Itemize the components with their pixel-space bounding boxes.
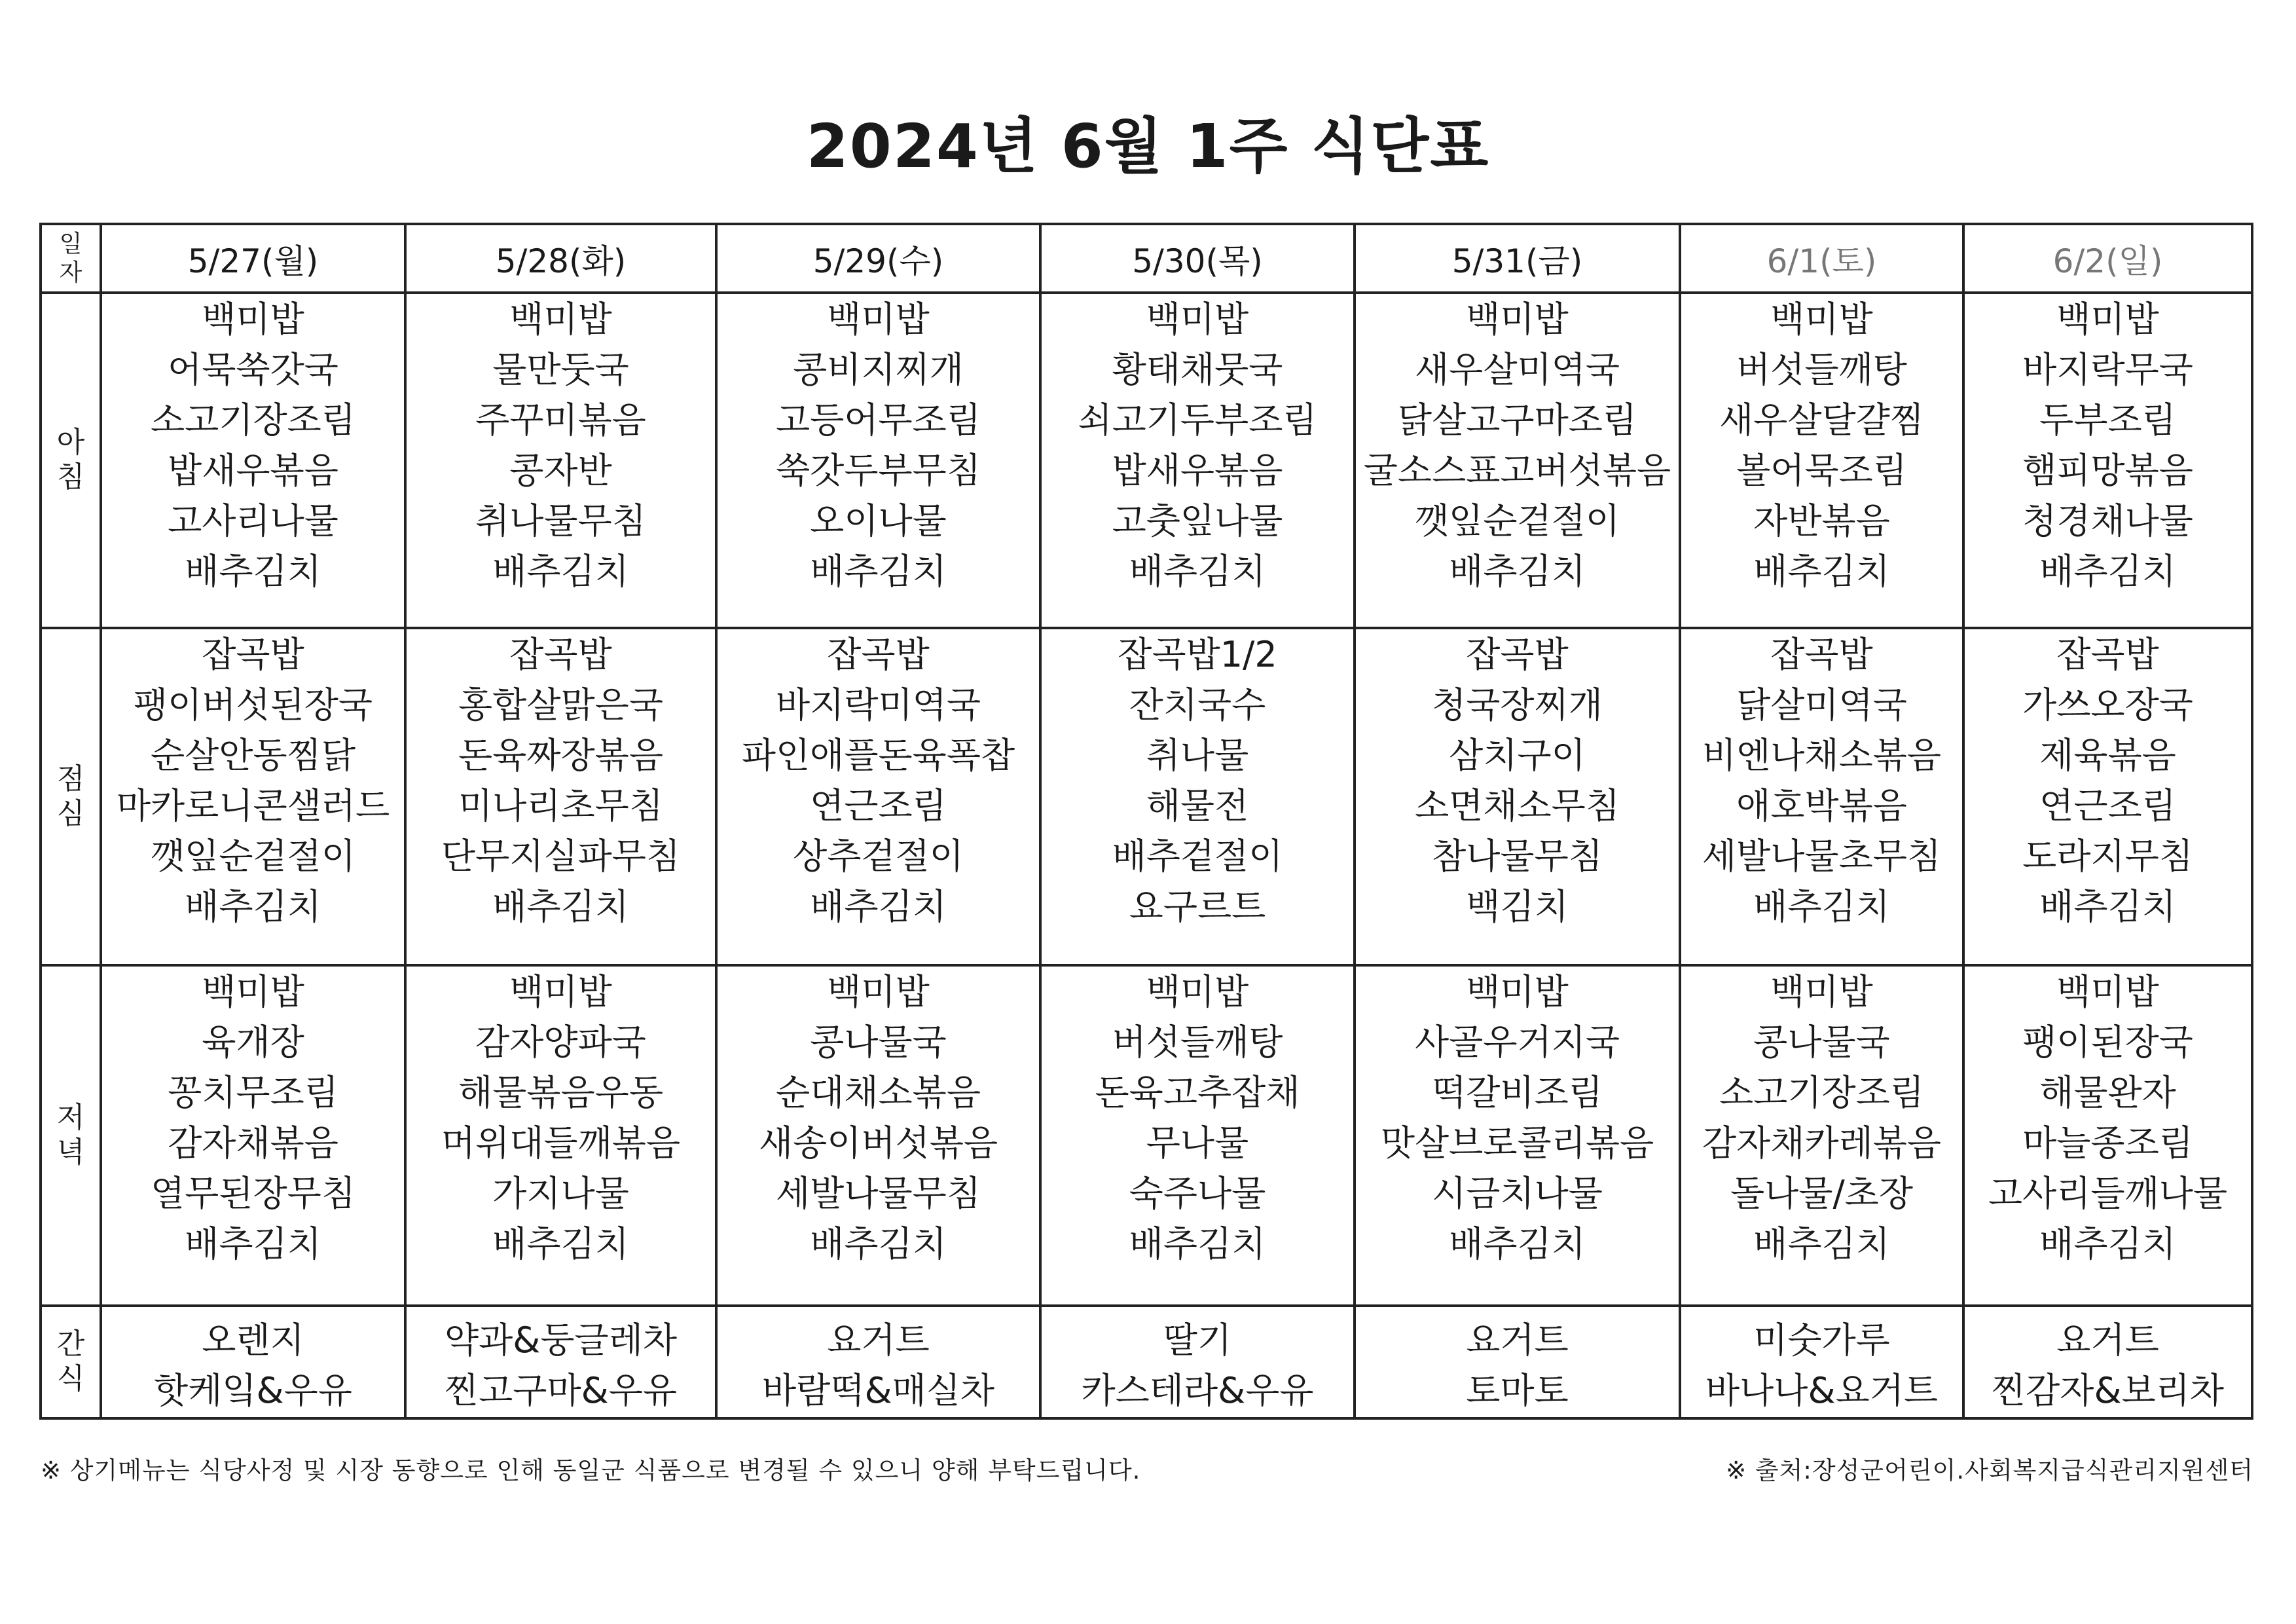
- menu-item: 백미밥: [1466, 299, 1569, 340]
- dinner-cell: [1355, 965, 1680, 1306]
- menu-item: 비엔나채소볶음: [1702, 735, 1942, 776]
- menu-item: 어묵쑥갓국: [168, 349, 338, 390]
- menu-item: 깻잎순겉절이: [151, 836, 355, 877]
- menu-item: 잔치국수: [1129, 684, 1266, 726]
- menu-item: 두부조림: [2039, 399, 2176, 441]
- menu-item: 오렌지: [202, 1320, 304, 1361]
- menu-item: 잡곡밥: [1466, 634, 1569, 675]
- lunch-cell: [101, 628, 405, 965]
- menu-item: 콩나물국: [810, 1022, 947, 1063]
- menu-item: 백미밥: [509, 299, 612, 340]
- date-header-row: [41, 224, 2252, 293]
- menu-item: 연근조림: [810, 785, 947, 826]
- menu-item: 감자채볶음: [168, 1122, 338, 1164]
- dinner-cell: [1680, 965, 1963, 1306]
- dinner-row: [41, 965, 2252, 1306]
- menu-item: 주꾸미볶음: [475, 399, 646, 441]
- menu-item: 요거트: [1466, 1320, 1569, 1361]
- menu-item: 쇠고기두부조림: [1078, 399, 1317, 441]
- menu-item: 삼치구이: [1449, 735, 1586, 776]
- menu-item: 숙주나물: [1129, 1173, 1266, 1214]
- menu-item: 배추김치: [185, 551, 321, 592]
- snack-cell: [716, 1306, 1040, 1418]
- menu-item: 팽이버섯된장국: [133, 684, 373, 726]
- day-header: 5/27(월): [101, 224, 405, 293]
- menu-item: 깻잎순겉절이: [1415, 500, 1620, 542]
- lunch-row: [41, 628, 2252, 965]
- menu-item: 단무지실파무침: [441, 836, 681, 877]
- day-header: 6/1(토): [1680, 224, 1963, 293]
- menu-item: 바지락무국: [2022, 349, 2193, 390]
- menu-item: 바나나&요거트: [1705, 1370, 1939, 1411]
- menu-item: 육개장: [202, 1022, 304, 1063]
- menu-item: 잡곡밥: [2056, 634, 2159, 675]
- menu-item: 배추김치: [492, 551, 629, 592]
- menu-item: 밥새우볶음: [168, 450, 338, 491]
- snack-cell: [1040, 1306, 1355, 1418]
- menu-item: 배추김치: [810, 886, 947, 927]
- menu-item: 애호박볶음: [1736, 785, 1907, 826]
- menu-item: 배추김치: [492, 886, 629, 927]
- breakfast-cell: [716, 293, 1040, 628]
- breakfast-cell: [1355, 293, 1680, 628]
- lunch-cell: [405, 628, 716, 965]
- page-title: 2024년 6월 1주 식단표: [806, 111, 1490, 181]
- menu-item: 소고기장조림: [1719, 1072, 1924, 1113]
- menu-item: 열무된장무침: [151, 1173, 355, 1214]
- menu-item: 상추겉절이: [793, 836, 964, 877]
- menu-item: 자반볶음: [1753, 500, 1890, 542]
- menu-item: 미나리초무침: [458, 785, 663, 826]
- menu-item: 돈육고추잡채: [1095, 1072, 1300, 1113]
- menu-item: 햄피망볶음: [2022, 450, 2193, 491]
- menu-item: 백미밥: [1770, 299, 1873, 340]
- menu-item: 배추김치: [1129, 551, 1266, 592]
- menu-item: 버섯들깨탕: [1736, 349, 1907, 390]
- menu-item: 순살안동찜닭: [151, 735, 355, 776]
- breakfast-cell: [1680, 293, 1963, 628]
- menu-item: 배추김치: [1753, 886, 1890, 927]
- lunch-cell: [1963, 628, 2252, 965]
- menu-item: 순대채소볶음: [776, 1072, 981, 1113]
- menu-item: 배추김치: [185, 1223, 321, 1264]
- menu-item: 무나물: [1146, 1122, 1249, 1164]
- menu-item: 연근조림: [2039, 785, 2176, 826]
- menu-item: 시금치나물: [1432, 1173, 1603, 1214]
- breakfast-cell: [405, 293, 716, 628]
- lunch-cell: [1680, 628, 1963, 965]
- menu-item: 소고기장조림: [151, 399, 355, 441]
- menu-item: 꽁치무조림: [168, 1072, 338, 1113]
- menu-item: 닭살고구마조림: [1397, 399, 1637, 441]
- menu-item: 잡곡밥: [1770, 634, 1873, 675]
- menu-item: 오이나물: [810, 500, 947, 542]
- snack-row: [41, 1306, 2252, 1418]
- menu-item: 콩자반: [509, 450, 612, 491]
- snack-cell: [1963, 1306, 2252, 1418]
- menu-item: 백미밥: [827, 971, 930, 1012]
- menu-item: 마카로니콘샐러드: [116, 785, 390, 826]
- snack-cell: [1680, 1306, 1963, 1418]
- menu-item: 가쓰오장국: [2022, 684, 2193, 726]
- menu-item: 백미밥: [1146, 971, 1249, 1012]
- menu-item: 파인애플돈육폭찹: [741, 735, 1015, 776]
- menu-item: 청경채나물: [2022, 500, 2193, 542]
- menu-item: 잡곡밥: [827, 634, 930, 675]
- menu-item: 백김치: [1466, 886, 1569, 927]
- menu-item: 배추김치: [1449, 551, 1586, 592]
- menu-item: 도라지무침: [2022, 836, 2193, 877]
- menu-item: 고사리나물: [168, 500, 338, 542]
- menu-item: 취나물: [1146, 735, 1249, 776]
- menu-item: 배추김치: [810, 1223, 947, 1264]
- menu-item: 찐고구마&우유: [444, 1370, 678, 1411]
- menu-item: 백미밥: [827, 299, 930, 340]
- menu-item: 해물완자: [2039, 1072, 2176, 1113]
- menu-item: 백미밥: [1146, 299, 1249, 340]
- menu-item: 백미밥: [1770, 971, 1873, 1012]
- menu-item: 요거트: [2056, 1320, 2159, 1361]
- menu-item: 돈육짜장볶음: [458, 735, 663, 776]
- menu-item: 핫케잌&우유: [154, 1370, 352, 1411]
- day-header: 5/31(금): [1355, 224, 1680, 293]
- menu-item: 백미밥: [2056, 299, 2159, 340]
- meal-plan-table: [39, 223, 2253, 1420]
- snack-cell: [405, 1306, 716, 1418]
- menu-item: 토마토: [1466, 1370, 1569, 1411]
- menu-item: 요거트: [827, 1320, 930, 1361]
- snack-cell: [101, 1306, 405, 1418]
- menu-item: 돌나물/초장: [1730, 1173, 1913, 1214]
- breakfast-label: 아 침: [41, 293, 101, 628]
- menu-item: 해물전: [1146, 785, 1249, 826]
- menu-item: 약과&둥글레차: [444, 1320, 678, 1361]
- menu-item: 배추김치: [185, 886, 321, 927]
- menu-item: 머위대들깨볶음: [441, 1122, 681, 1164]
- dinner-cell: [405, 965, 716, 1306]
- change-notice: ※ 상기메뉴는 식당사정 및 시장 동향으로 인해 동일군 식품으로 변경될 수 있으니 양해 부탁드립니다.: [41, 1456, 1141, 1485]
- menu-item: 요구르트: [1129, 886, 1266, 927]
- menu-item: 고춧잎나물: [1112, 500, 1283, 542]
- menu-item: 가지나물: [492, 1173, 629, 1214]
- menu-item: 고등어무조림: [776, 399, 981, 441]
- menu-item: 굴소스표고버섯볶음: [1363, 450, 1671, 491]
- menu-item: 백미밥: [202, 299, 304, 340]
- menu-item: 밥새우볶음: [1112, 450, 1283, 491]
- menu-item: 참나물무침: [1432, 836, 1603, 877]
- menu-item: 떡갈비조림: [1432, 1072, 1603, 1113]
- dinner-cell: [716, 965, 1040, 1306]
- menu-item: 버섯들깨탕: [1112, 1022, 1283, 1063]
- dinner-cell: [101, 965, 405, 1306]
- menu-item: 미숫가루: [1753, 1320, 1890, 1361]
- breakfast-cell: [1040, 293, 1355, 628]
- menu-item: 감자양파국: [475, 1022, 646, 1063]
- menu-item: 사골우거지국: [1415, 1022, 1620, 1063]
- menu-item: 딸기: [1163, 1320, 1232, 1361]
- menu-item: 세발나물초무침: [1702, 836, 1942, 877]
- menu-item: 새송이버섯볶음: [758, 1122, 998, 1164]
- menu-item: 바지락미역국: [776, 684, 981, 726]
- menu-item: 마늘종조림: [2022, 1122, 2193, 1164]
- lunch-cell: [716, 628, 1040, 965]
- menu-item: 세발나물무침: [776, 1173, 981, 1214]
- menu-item: 콩나물국: [1753, 1022, 1890, 1063]
- menu-item: 잡곡밥: [509, 634, 612, 675]
- dinner-cell: [1963, 965, 2252, 1306]
- dinner-label: 저 녁: [41, 965, 101, 1306]
- menu-item: 해물볶음우동: [458, 1072, 663, 1113]
- menu-item: 팽이된장국: [2022, 1022, 2193, 1063]
- menu-item: 새우살달걀찜: [1719, 399, 1924, 441]
- menu-item: 쑥갓두부무침: [776, 450, 981, 491]
- menu-item: 청국장찌개: [1432, 684, 1603, 726]
- menu-item: 닭살미역국: [1736, 684, 1907, 726]
- menu-item: 맛살브로콜리볶음: [1380, 1122, 1654, 1164]
- menu-item: 배추김치: [2039, 1223, 2176, 1264]
- menu-item: 제육볶음: [2039, 735, 2176, 776]
- menu-item: 배추김치: [1753, 551, 1890, 592]
- menu-item: 홍합살맑은국: [458, 684, 663, 726]
- breakfast-cell: [101, 293, 405, 628]
- menu-item: 배추김치: [1449, 1223, 1586, 1264]
- menu-item: 백미밥: [202, 971, 304, 1012]
- menu-item: 감자채카레볶음: [1702, 1122, 1942, 1164]
- menu-item: 백미밥: [1466, 971, 1569, 1012]
- menu-item: 잡곡밥: [202, 634, 304, 675]
- menu-item: 취나물무침: [475, 500, 646, 542]
- menu-item: 새우살미역국: [1415, 349, 1620, 390]
- menu-item: 물만둣국: [492, 349, 629, 390]
- day-header: 6/2(일): [1963, 224, 2252, 293]
- menu-item: 배추김치: [1129, 1223, 1266, 1264]
- menu-item: 배추겉절이: [1112, 836, 1283, 877]
- lunch-label: 점 심: [41, 628, 101, 965]
- menu-item: 배추김치: [1753, 1223, 1890, 1264]
- day-header: 5/29(수): [716, 224, 1040, 293]
- menu-item: 고사리들깨나물: [1988, 1173, 2228, 1214]
- source-note: ※ 출처:장성군어린이.사회복지급식관리지원센터: [1726, 1456, 2253, 1485]
- menu-item: 카스테라&우유: [1081, 1370, 1314, 1411]
- breakfast-cell: [1963, 293, 2252, 628]
- breakfast-row: [41, 293, 2252, 628]
- menu-item: 콩비지찌개: [793, 349, 964, 390]
- dinner-cell: [1040, 965, 1355, 1306]
- menu-item: 배추김치: [2039, 551, 2176, 592]
- menu-item: 백미밥: [509, 971, 612, 1012]
- snack-label: 간 식: [41, 1306, 101, 1418]
- menu-item: 찐감자&보리차: [1991, 1370, 2225, 1411]
- menu-item: 배추김치: [810, 551, 947, 592]
- menu-item: 배추김치: [2039, 886, 2176, 927]
- menu-item: 바람떡&매실차: [761, 1370, 995, 1411]
- lunch-cell: [1355, 628, 1680, 965]
- snack-cell: [1355, 1306, 1680, 1418]
- menu-item: 볼어묵조림: [1736, 450, 1907, 491]
- date-row-label: 일 자: [41, 224, 101, 293]
- menu-item: 백미밥: [2056, 971, 2159, 1012]
- lunch-cell: [1040, 628, 1355, 965]
- menu-item: 황태채뭇국: [1112, 349, 1283, 390]
- menu-item: 배추김치: [492, 1223, 629, 1264]
- menu-item: 소면채소무침: [1415, 785, 1620, 826]
- day-header: 5/28(화): [405, 224, 716, 293]
- day-header: 5/30(목): [1040, 224, 1355, 293]
- menu-item: 잡곡밥1/2: [1118, 634, 1277, 675]
